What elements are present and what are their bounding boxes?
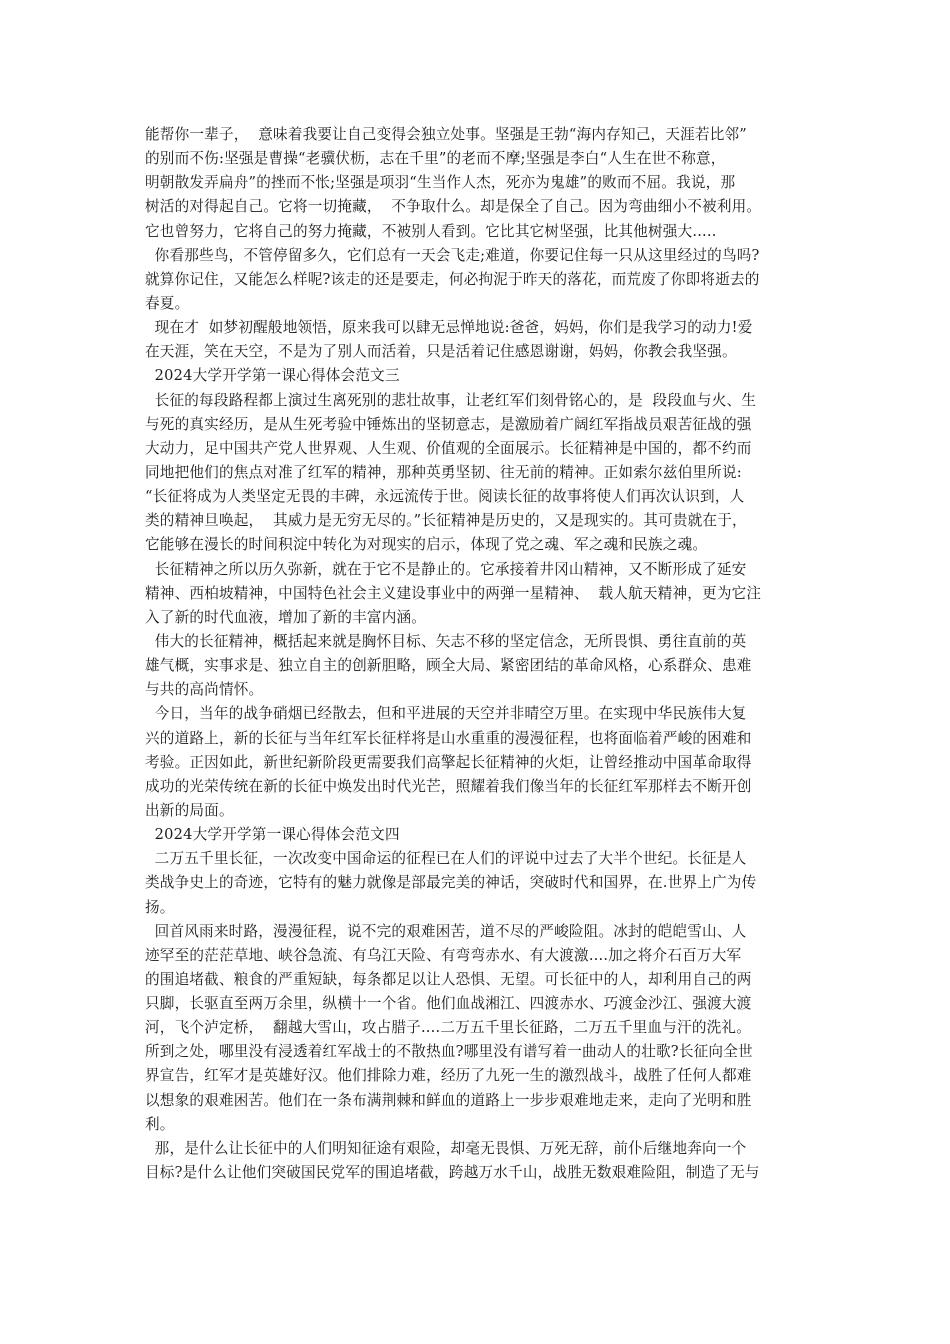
text-line: 兴的道路上，新的长征与当年红军长征样将是山水重重的漫漫征程，也将面临着严峻的困难和 [145,729,752,747]
text-line: 二万五千里长征，一次改变中国命运的征程已在人们的评说中过去了大半个世纪。长征是人 [145,850,747,868]
text-line: 扬。 [145,898,175,916]
text-line: 明朝散发弄扁舟”的挫而不怅;坚强是项羽“生当作人杰，死亦为鬼雄”的败而不屈。我说，那 [145,174,736,192]
text-line: 同地把他们的焦点对准了红军的精神，那种英勇坚韧、往无前的精神。正如索尔兹伯里所说: [145,463,742,481]
text-line: 类战争史上的奇迹，它特有的魅力就像是部最完美的神话，突破时代和国界，在.世界上广为传 [145,874,757,892]
text-line: 与死的真实经历，是从生死考验中锤炼出的坚韧意志，是激励着广阔红军指战员艰苦征战的强 [145,415,752,433]
text-line: 树活的对得起自己。它将一切掩藏， 不争取什么。却是保全了自己。因为弯曲细小不被利用。 [145,198,762,216]
text-line: 成功的光荣传统在新的长征中焕发出时代光芒，照耀着我们像当年的长征红军那样去不断开创 [145,777,752,795]
text-line: 能帮你一辈子， 意味着我要让自己变得会独立处事。坚强是王勃“海内存知己，天涯若比邻” [145,126,747,143]
text-line: 迹罕至的茫茫草地、峡谷急流、有乌江天险、有弯弯赤水、有大渡激....加之将介石百万大军 [145,946,742,964]
text-line: 大动力，足中国共产党人世界观、人生观、价值观的全面展示。长征精神是中国的，都不约而 [145,439,752,457]
text-line: 那，是什么让长征中的人们明知征途有艰险，却毫无畏惧、万死无辞，前仆后继地奔向一个 [145,1139,747,1157]
text-line: 考验。正因如此，新世纪新阶段更需要我们高擎起长征精神的火炬，让曾经推动中国革命取得 [145,753,752,771]
text-line: “长征将成为人类坚定无畏的丰碑，永远流传于世。阅读长征的故事将使人们再次认识到，人 [145,488,745,506]
text-line: 入了新的时代血液，增加了新的丰富内涵。 [145,608,427,626]
text-line: 在天涯，笑在天空，不是为了别人而活着，只是活着记住感恩谢谢，妈妈，你教会我坚强。 [145,343,737,361]
text-line: 与共的高尚情怀。 [145,681,264,699]
text-line: 只脚，长驱直至两万余里，纵横十一个省。他们血战湘江、四渡赤水、巧渡金沙江、强渡大渡 [145,995,752,1013]
text-line: 的别而不伤:坚强是曹操“老骥伏枥，志在千里”的老而不摩;坚强是李白“人生在世不称意， [145,150,726,168]
text-line: 现在才 如梦初醒般地领悟，原来我可以肆无忌惮地说:爸爸，妈妈，你们是我学习的动力!爱 [145,319,753,337]
text-line: 所到之处，哪里没有浸透着红军战士的不散热血?哪里没有谱写着一曲动人的壮歌?长征向全世 [145,1043,753,1061]
text-line: 的围追堵截、粮食的严重短缺，每条都足以让人恐惧、无望。可长征中的人，却利用自己的两 [145,970,752,988]
text-line: 你看那些鸟，不管停留多久，它们总有一天会飞走;难道，你要记住每一只从这里经过的鸟吗? [145,246,760,264]
text-line: 长征精神之所以历久弥新，就在于它不是静止的。它承接着井冈山精神，又不断形成了延安 [145,560,747,578]
text-line: 出新的局面。 [145,801,234,819]
text-line: 就算你记住，又能怎么样呢?该走的还是要走，何必拘泥于昨天的落花，而荒废了你即将逝去的 [145,270,760,288]
document-body [145,123,810,1185]
text-line: 界宣告，红军才是英雄好汉。他们排除力难，经历了九死一生的激烈战斗，战胜了任何人都难 [145,1067,752,1085]
text-line: 类的精神旦唤起， 其威力是无穷无尽的。”长征精神是历史的，又是现实的。其可贵就在于， [145,512,747,530]
text-line: 精神、西柏坡精神，中国特色社会主义建设事业中的两弹一星精神、 载人航天精神，更为它注 [145,584,762,602]
text-line: 今日，当年的战争硝烟已经散去，但和平进展的天空并非晴空万里。在实现中华民族伟大复 [145,705,747,723]
text-line: 伟大的长征精神，概括起来就是胸怀目标、矢志不移的坚定信念，无所畏惧、勇往直前的英 [145,632,747,650]
text-line: 以想象的艰难困苦。他们在一条布满荆棘和鲜血的道路上一步步艰难地走来，走向了光明和胜 [145,1091,752,1109]
text-line: 它能够在漫长的时间积淀中转化为对现实的启示，体现了党之魂、军之魂和民族之魂。 [145,536,708,554]
text-line: 2024大学开学第一课心得体会范文四 [145,826,400,844]
text-line: 利。 [145,1115,175,1133]
text-line: 2024大学开学第一课心得体会范文三 [145,367,400,385]
text-line: 它也曾努力，它将自己的努力掩藏，不被别人看到。它比其它树坚强，比其他树强大..... [145,222,717,240]
text-line: 雄气概，实事求是、独立自主的创新胆略，顾全大局、紧密团结的革命风格，心系群众、患难 [145,657,752,675]
text-line: 回首风雨来时路，漫漫征程，说不完的艰难困苦，道不尽的严峻险阻。冰封的皑皑雪山、人 [145,922,747,940]
text-line: 春夏。 [145,294,190,312]
text-line: 目标?是什么让他们突破国民党军的围追堵截，跨越万水千山，战胜无数艰难险阻，制造了无与 [145,1164,760,1182]
text-line: 河，飞个泸定桥， 翻越大雪山，攻占腊子....二万五千里长征路，二万五千里血与汗的洗礼。 [145,1019,751,1037]
text-line: 长征的每段路程都上演过生离死别的悲壮故事，让老红军们刻骨铭心的，是 段段血与火、生 [145,391,757,409]
